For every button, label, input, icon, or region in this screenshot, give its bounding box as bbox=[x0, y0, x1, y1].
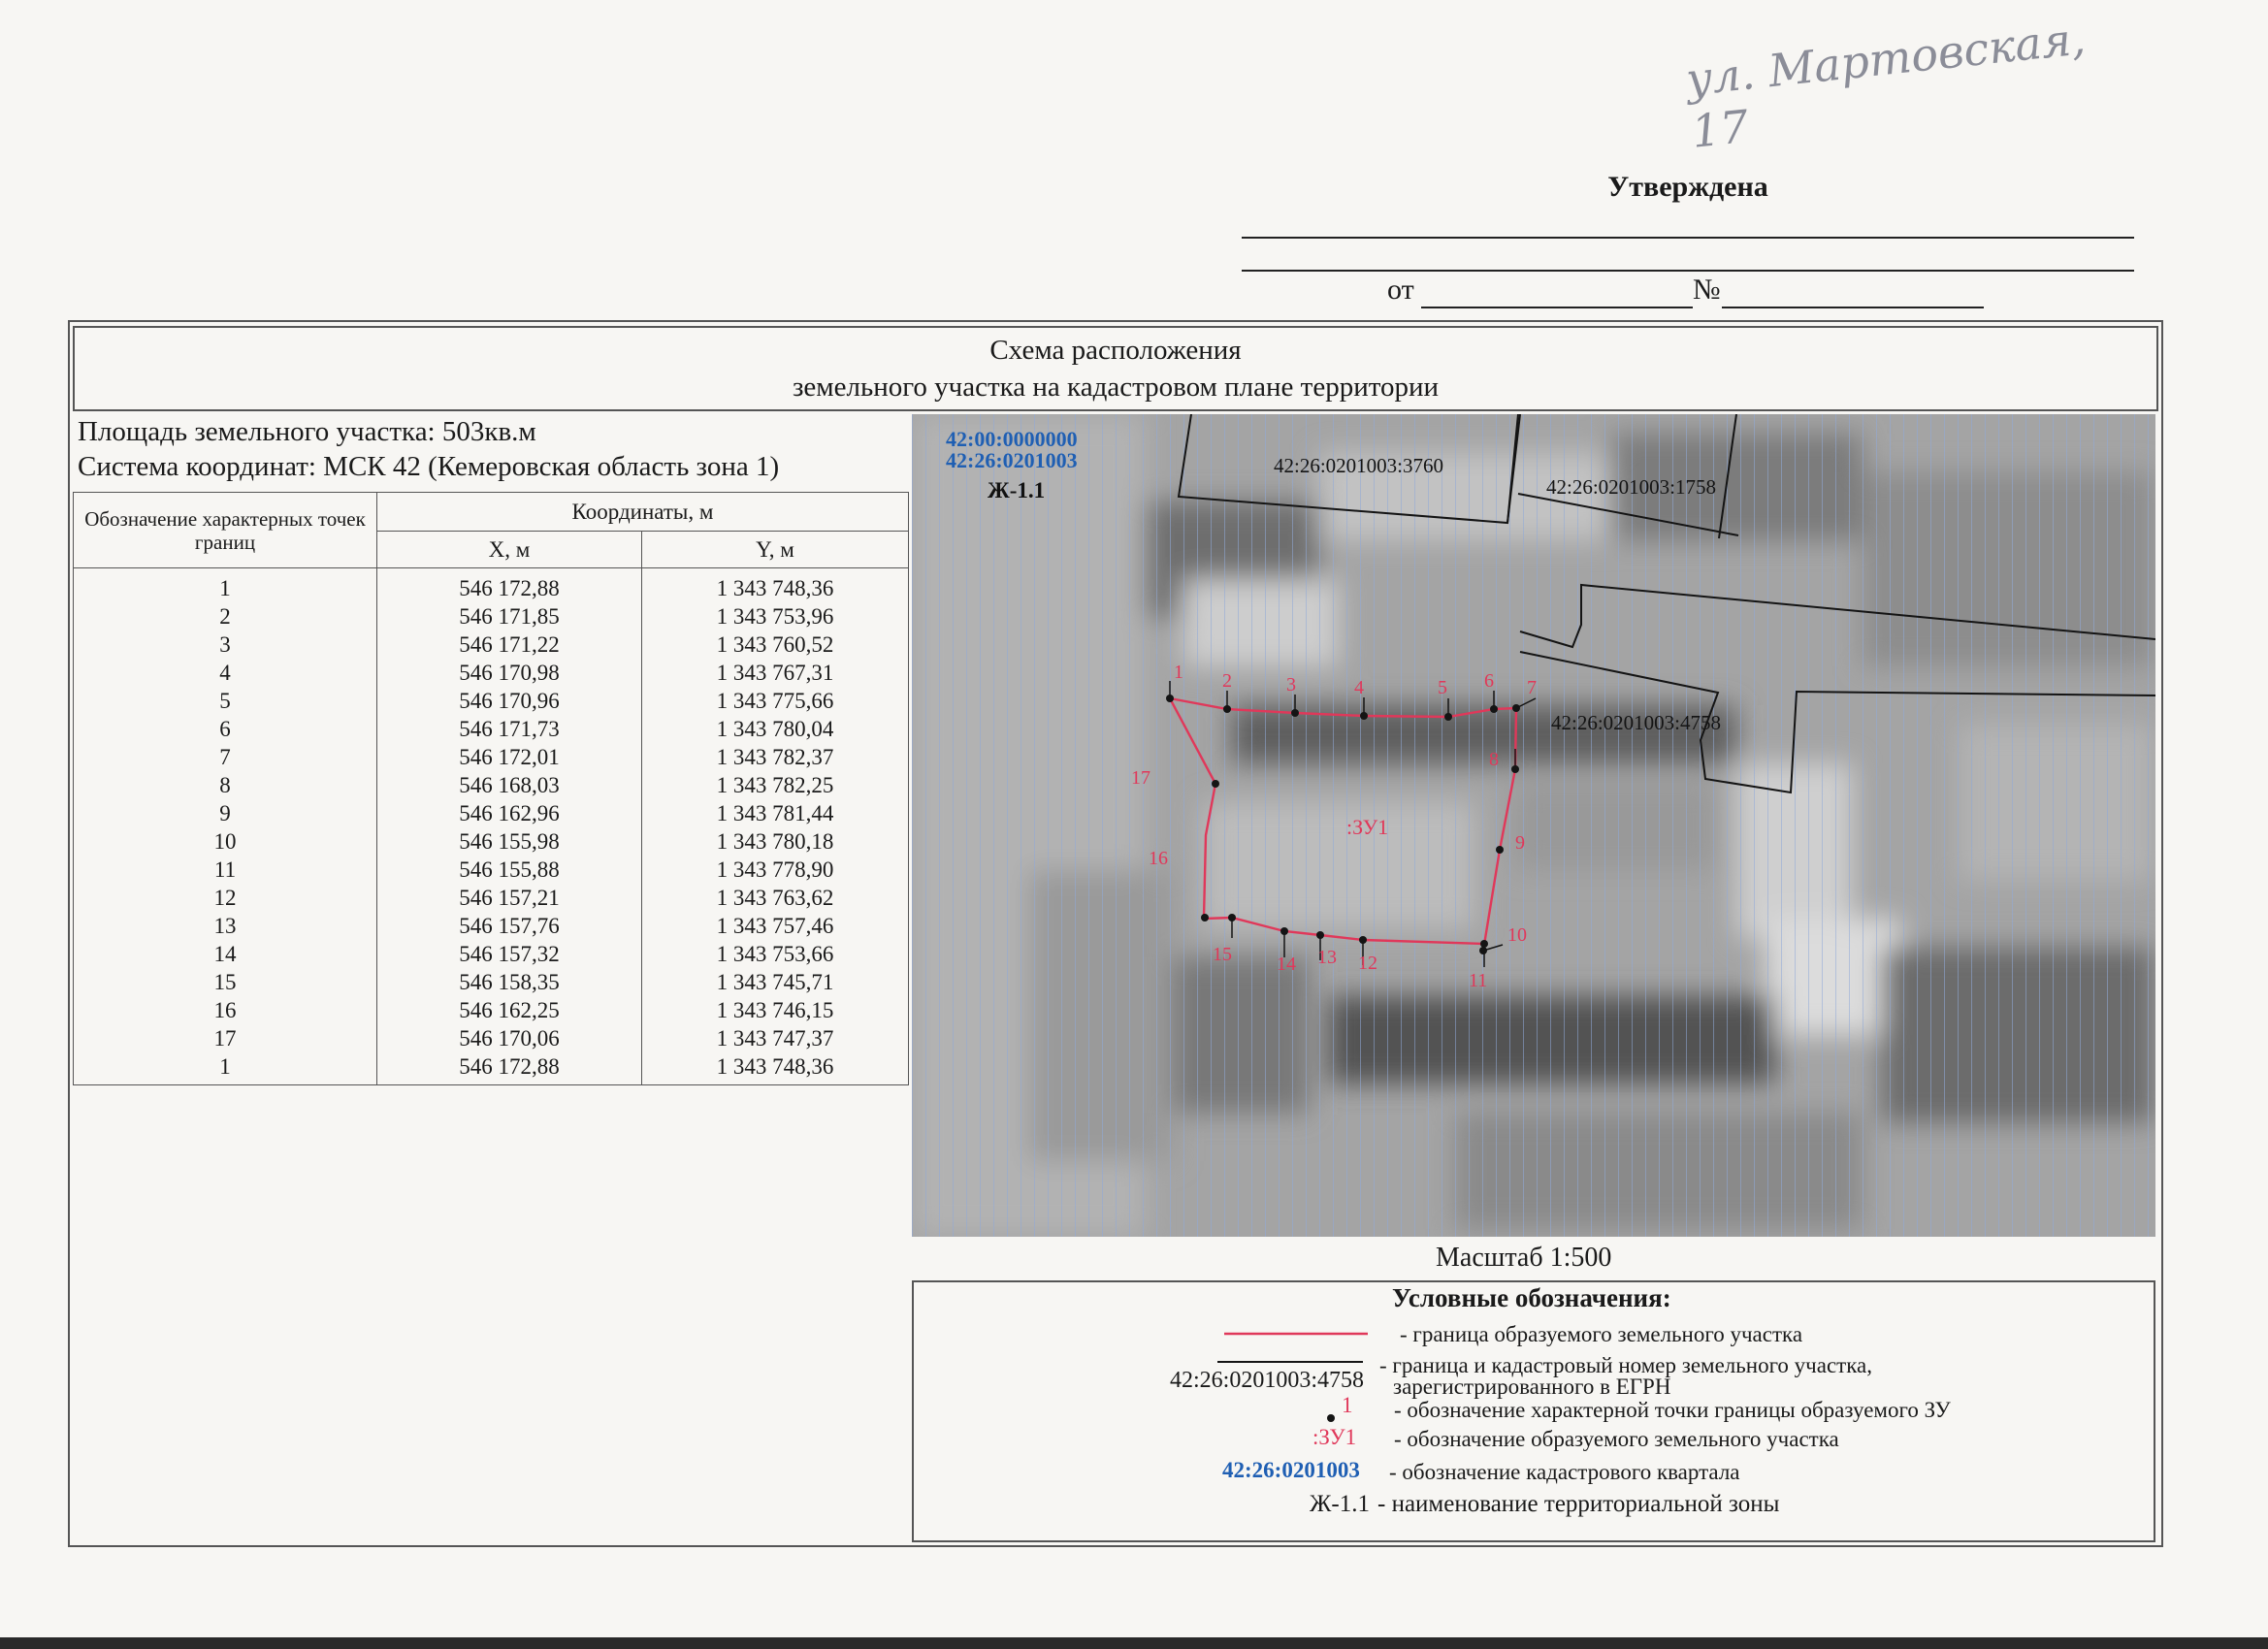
boundary-point-label: 5 bbox=[1438, 677, 1447, 698]
x-coordinate-cell: 546 170,06 bbox=[377, 1024, 642, 1052]
boundary-point-label: 15 bbox=[1213, 944, 1232, 965]
col-header-y: Y, м bbox=[642, 532, 909, 568]
point-number-cell: 8 bbox=[74, 771, 377, 799]
table-row bbox=[74, 856, 909, 884]
legend-zone-sample: Ж-1.1 bbox=[1310, 1491, 1370, 1517]
point-number-cell: 15 bbox=[74, 968, 377, 996]
scheme-title-line1: Схема расположения bbox=[989, 335, 1242, 366]
approval-date-blank bbox=[1421, 307, 1693, 308]
boundary-point-label: 2 bbox=[1222, 670, 1232, 692]
approval-line bbox=[1242, 270, 2134, 272]
parcel-label-1758: 42:26:0201003:1758 bbox=[1546, 475, 1717, 499]
table-row bbox=[74, 940, 909, 968]
parcel-area: Площадь земельного участка: 503кв.м bbox=[78, 416, 536, 447]
point-number-cell: 11 bbox=[74, 856, 377, 884]
y-coordinate-cell: 1 343 778,90 bbox=[642, 856, 909, 884]
table-row bbox=[74, 799, 909, 827]
legend-quarter-sample: 42:26:0201003 bbox=[1222, 1458, 1360, 1482]
legend-point-sample: 1 bbox=[1342, 1393, 1353, 1417]
point-number-cell: 13 bbox=[74, 912, 377, 940]
y-coordinate-cell: 1 343 775,66 bbox=[642, 687, 909, 715]
point-number-cell: 2 bbox=[74, 602, 377, 630]
x-coordinate-cell: 546 162,96 bbox=[377, 799, 642, 827]
boundary-point-17 bbox=[1212, 780, 1219, 788]
scan-edge bbox=[0, 1637, 2268, 1649]
scheme-title bbox=[73, 326, 2158, 411]
point-number-cell: 1 bbox=[74, 568, 377, 603]
table-row bbox=[74, 827, 909, 856]
boundary-point-label: 4 bbox=[1354, 677, 1364, 698]
approval-line bbox=[1242, 237, 2134, 239]
x-coordinate-cell: 546 172,88 bbox=[377, 1052, 642, 1085]
y-coordinate-cell: 1 343 760,52 bbox=[642, 630, 909, 659]
scan-stripes bbox=[912, 414, 2155, 1237]
boundary-point-label: 3 bbox=[1286, 674, 1296, 695]
point-number-cell: 3 bbox=[74, 630, 377, 659]
x-coordinate-cell: 546 155,98 bbox=[377, 827, 642, 856]
point-number-cell: 5 bbox=[74, 687, 377, 715]
table-row bbox=[74, 630, 909, 659]
y-coordinate-cell: 1 343 748,36 bbox=[642, 1052, 909, 1085]
legend-registered-text-1: - граница и кадастровый номер земельного участка, bbox=[1379, 1353, 1872, 1377]
y-coordinate-cell: 1 343 780,18 bbox=[642, 827, 909, 856]
x-coordinate-cell: 546 157,76 bbox=[377, 912, 642, 940]
map-quarter-label-1: 42:00:0000000 bbox=[946, 427, 1078, 451]
table-row bbox=[74, 687, 909, 715]
boundary-point-label: 8 bbox=[1489, 749, 1499, 770]
point-number-cell: 6 bbox=[74, 715, 377, 743]
coordinate-system: Система координат: МСК 42 (Кемеровская область зона 1) bbox=[78, 451, 780, 482]
approval-date-label: от bbox=[1387, 274, 1414, 306]
boundary-point-label: 1 bbox=[1174, 662, 1183, 683]
legend-registered-code: 42:26:0201003:4758 bbox=[1170, 1368, 1365, 1393]
x-coordinate-cell: 546 155,88 bbox=[377, 856, 642, 884]
col-header-coordinates: Координаты, м bbox=[377, 493, 909, 532]
x-coordinate-cell: 546 157,32 bbox=[377, 940, 642, 968]
cadastral-map bbox=[912, 414, 2155, 1237]
x-coordinate-cell: 546 168,03 bbox=[377, 771, 642, 799]
approval-number-blank bbox=[1722, 307, 1984, 308]
boundary-point-label: 12 bbox=[1358, 953, 1377, 974]
boundary-point-9 bbox=[1496, 846, 1504, 854]
y-coordinate-cell: 1 343 780,04 bbox=[642, 715, 909, 743]
handwritten-address-note: ул. Мартовская, 17 bbox=[1683, 12, 2089, 158]
coordinates-table-body bbox=[74, 568, 909, 1085]
y-coordinate-cell: 1 343 753,96 bbox=[642, 602, 909, 630]
legend-parcel-text: - обозначение образуемого земельного участка bbox=[1394, 1427, 1839, 1451]
x-coordinate-cell: 546 170,98 bbox=[377, 659, 642, 687]
legend-new-boundary-text: - граница образуемого земельного участка bbox=[1400, 1322, 1803, 1346]
coordinates-table bbox=[73, 492, 909, 1085]
x-coordinate-cell: 546 172,01 bbox=[377, 743, 642, 771]
col-header-points: Обозначение характерных точек границ bbox=[74, 493, 377, 568]
boundary-point-label: 7 bbox=[1527, 677, 1537, 698]
boundary-point-label: 10 bbox=[1507, 924, 1527, 946]
point-number-cell: 12 bbox=[74, 884, 377, 912]
table-row bbox=[74, 568, 909, 603]
boundary-point-label: 6 bbox=[1484, 670, 1494, 692]
parcel-label-3760: 42:26:0201003:3760 bbox=[1274, 454, 1444, 477]
approval-title: Утверждена bbox=[1607, 171, 1768, 203]
x-coordinate-cell: 546 171,73 bbox=[377, 715, 642, 743]
y-coordinate-cell: 1 343 763,62 bbox=[642, 884, 909, 912]
legend-parcel-sample: :ЗУ1 bbox=[1312, 1425, 1357, 1449]
table-row bbox=[74, 771, 909, 799]
point-number-cell: 14 bbox=[74, 940, 377, 968]
table-row bbox=[74, 743, 909, 771]
y-coordinate-cell: 1 343 767,31 bbox=[642, 659, 909, 687]
legend-point-text: - обозначение характерной точки границы образуемого ЗУ bbox=[1394, 1398, 1951, 1422]
x-coordinate-cell: 546 162,25 bbox=[377, 996, 642, 1024]
y-coordinate-cell: 1 343 747,37 bbox=[642, 1024, 909, 1052]
col-header-x: X, м bbox=[377, 532, 642, 568]
new-parcel-label: :ЗУ1 bbox=[1346, 815, 1389, 839]
point-number-cell: 16 bbox=[74, 996, 377, 1024]
boundary-point-label: 13 bbox=[1317, 947, 1337, 968]
y-coordinate-cell: 1 343 748,36 bbox=[642, 568, 909, 603]
legend-zone-text: - наименование территориальной зоны bbox=[1377, 1491, 1780, 1517]
y-coordinate-cell: 1 343 782,25 bbox=[642, 771, 909, 799]
point-number-cell: 4 bbox=[74, 659, 377, 687]
x-coordinate-cell: 546 158,35 bbox=[377, 968, 642, 996]
boundary-point-label: 14 bbox=[1277, 954, 1296, 975]
scheme-title-line2: земельного участка на кадастровом плане территории bbox=[792, 372, 1440, 403]
x-coordinate-cell: 546 172,88 bbox=[377, 568, 642, 603]
table-row bbox=[74, 602, 909, 630]
y-coordinate-cell: 1 343 781,44 bbox=[642, 799, 909, 827]
boundary-point-label: 9 bbox=[1515, 832, 1525, 854]
map-quarter-label-2: 42:26:0201003 bbox=[946, 448, 1078, 472]
boundary-point-label: 11 bbox=[1469, 970, 1488, 991]
legend-registered-text bbox=[1379, 1355, 1872, 1398]
point-number-cell: 9 bbox=[74, 799, 377, 827]
y-coordinate-cell: 1 343 753,66 bbox=[642, 940, 909, 968]
approval-number-label: № bbox=[1693, 274, 1721, 306]
parcel-label-4758: 42:26:0201003:4758 bbox=[1551, 711, 1722, 734]
y-coordinate-cell: 1 343 757,46 bbox=[642, 912, 909, 940]
point-number-cell: 1 bbox=[74, 1052, 377, 1085]
table-row bbox=[74, 884, 909, 912]
legend-title: Условные обозначения: bbox=[1392, 1283, 1671, 1312]
table-row bbox=[74, 1052, 909, 1085]
table-row bbox=[74, 968, 909, 996]
point-number-cell: 17 bbox=[74, 1024, 377, 1052]
x-coordinate-cell: 546 170,96 bbox=[377, 687, 642, 715]
y-coordinate-cell: 1 343 782,37 bbox=[642, 743, 909, 771]
table-row bbox=[74, 996, 909, 1024]
table-row bbox=[74, 659, 909, 687]
table-row bbox=[74, 912, 909, 940]
map-zone-label: Ж-1.1 bbox=[988, 478, 1046, 502]
legend-registered-text-2: зарегистрированного в ЕГРН bbox=[1393, 1374, 1671, 1399]
y-coordinate-cell: 1 343 745,71 bbox=[642, 968, 909, 996]
x-coordinate-cell: 546 157,21 bbox=[377, 884, 642, 912]
boundary-point-label: 16 bbox=[1149, 848, 1168, 869]
legend-quarter-text: - обозначение кадастрового квартала bbox=[1389, 1460, 1740, 1484]
x-coordinate-cell: 546 171,85 bbox=[377, 602, 642, 630]
boundary-point-label: 17 bbox=[1131, 767, 1150, 789]
y-coordinate-cell: 1 343 746,15 bbox=[642, 996, 909, 1024]
x-coordinate-cell: 546 171,22 bbox=[377, 630, 642, 659]
map-scale: Масштаб 1:500 bbox=[1436, 1243, 1612, 1273]
approval-block bbox=[1242, 165, 2134, 310]
table-row bbox=[74, 715, 909, 743]
table-row bbox=[74, 1024, 909, 1052]
point-number-cell: 7 bbox=[74, 743, 377, 771]
point-number-cell: 10 bbox=[74, 827, 377, 856]
